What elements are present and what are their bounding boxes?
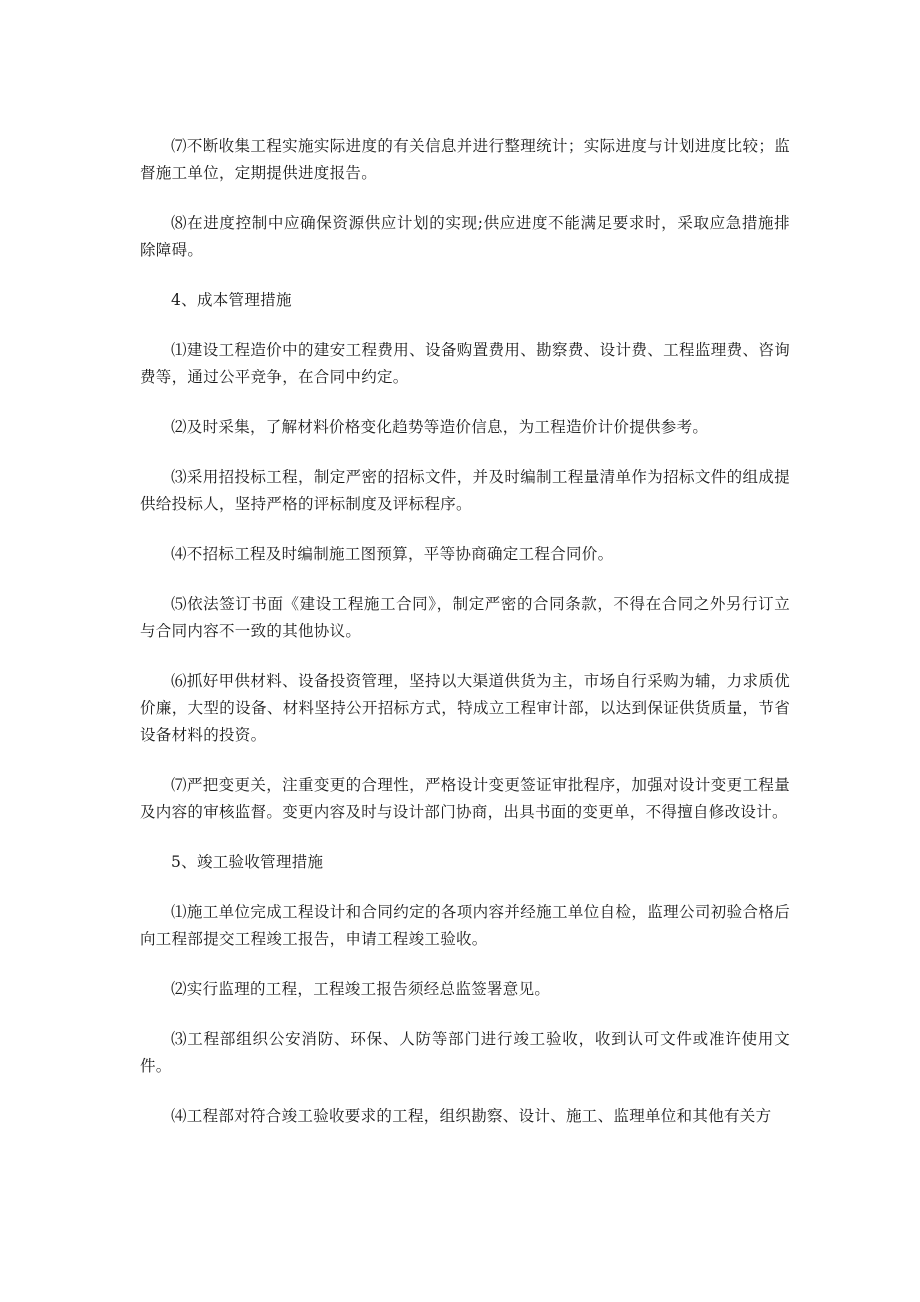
paragraph-acceptance-2: ⑵实行监理的工程，工程竣工报告须经总监签署意见。 (171, 980, 551, 998)
section-heading-cost: 4、成本管理措施 (171, 291, 292, 309)
paragraph-cost-5: ⑸依法签订书面《建设工程施工合同》，制定严密的合同条款，不得在合同之外另行订立与合同内容不一致的其他协议。 (140, 595, 790, 640)
document-body (140, 133, 790, 1153)
paragraph-cost-4: ⑷不招标工程及时编制施工图预算，平等协商确定工程合同价。 (171, 545, 614, 563)
paragraph-cost-6: ⑹抓好甲供材料、设备投资管理，坚持以大渠道供货为主，市场自行采购为辅，力求质优价廉，大型的设备、材料坚持公开招标方式，特成立工程审计部，以达到保证供货质量，节省设备材料的投资。 (140, 672, 790, 744)
paragraph-acceptance-1: ⑴施工单位完成工程设计和合同约定的各项内容并经施工单位自检，监理公司初验合格后向工程部提交工程竣工报告，申请工程竣工验收。 (140, 903, 790, 948)
paragraph-progress-8: ⑻在进度控制中应确保资源供应计划的实现;供应进度不能满足要求时，采取应急措施排除障碍。 (140, 214, 790, 259)
paragraph-cost-2: ⑵及时采集，了解材料价格变化趋势等造价信息，为工程造价计价提供参考。 (171, 418, 709, 436)
paragraph-cost-7: ⑺严把变更关，注重变更的合理性，严格设计变更签证审批程序，加强对设计变更工程量及内容的审核监督。变更内容及时与设计部门协商，出具书面的变更单，不得擅自修改设计。 (140, 776, 790, 821)
paragraph-acceptance-4: ⑷工程部对符合竣工验收要求的工程，组织勘察、设计、施工、监理单位和其他有关方 (171, 1107, 772, 1125)
section-heading-acceptance: 5、竣工验收管理措施 (171, 853, 324, 871)
paragraph-progress-7: ⑺不断收集工程实施实际进度的有关信息并进行整理统计；实际进度与计划进度比较；监督施工单位，定期提供进度报告。 (140, 137, 790, 182)
paragraph-cost-1: ⑴建设工程造价中的建安工程费用、设备购置费用、勘察费、设计费、工程监理费、咨询费等，通过公平竞争，在合同中约定。 (140, 341, 790, 386)
paragraph-acceptance-3: ⑶工程部组织公安消防、环保、人防等部门进行竣工验收，收到认可文件或准许使用文件。 (140, 1030, 790, 1075)
paragraph-cost-3: ⑶采用招投标工程，制定严密的招标文件，并及时编制工程量清单作为招标文件的组成提供给投标人，坚持严格的评标制度及评标程序。 (140, 468, 790, 513)
